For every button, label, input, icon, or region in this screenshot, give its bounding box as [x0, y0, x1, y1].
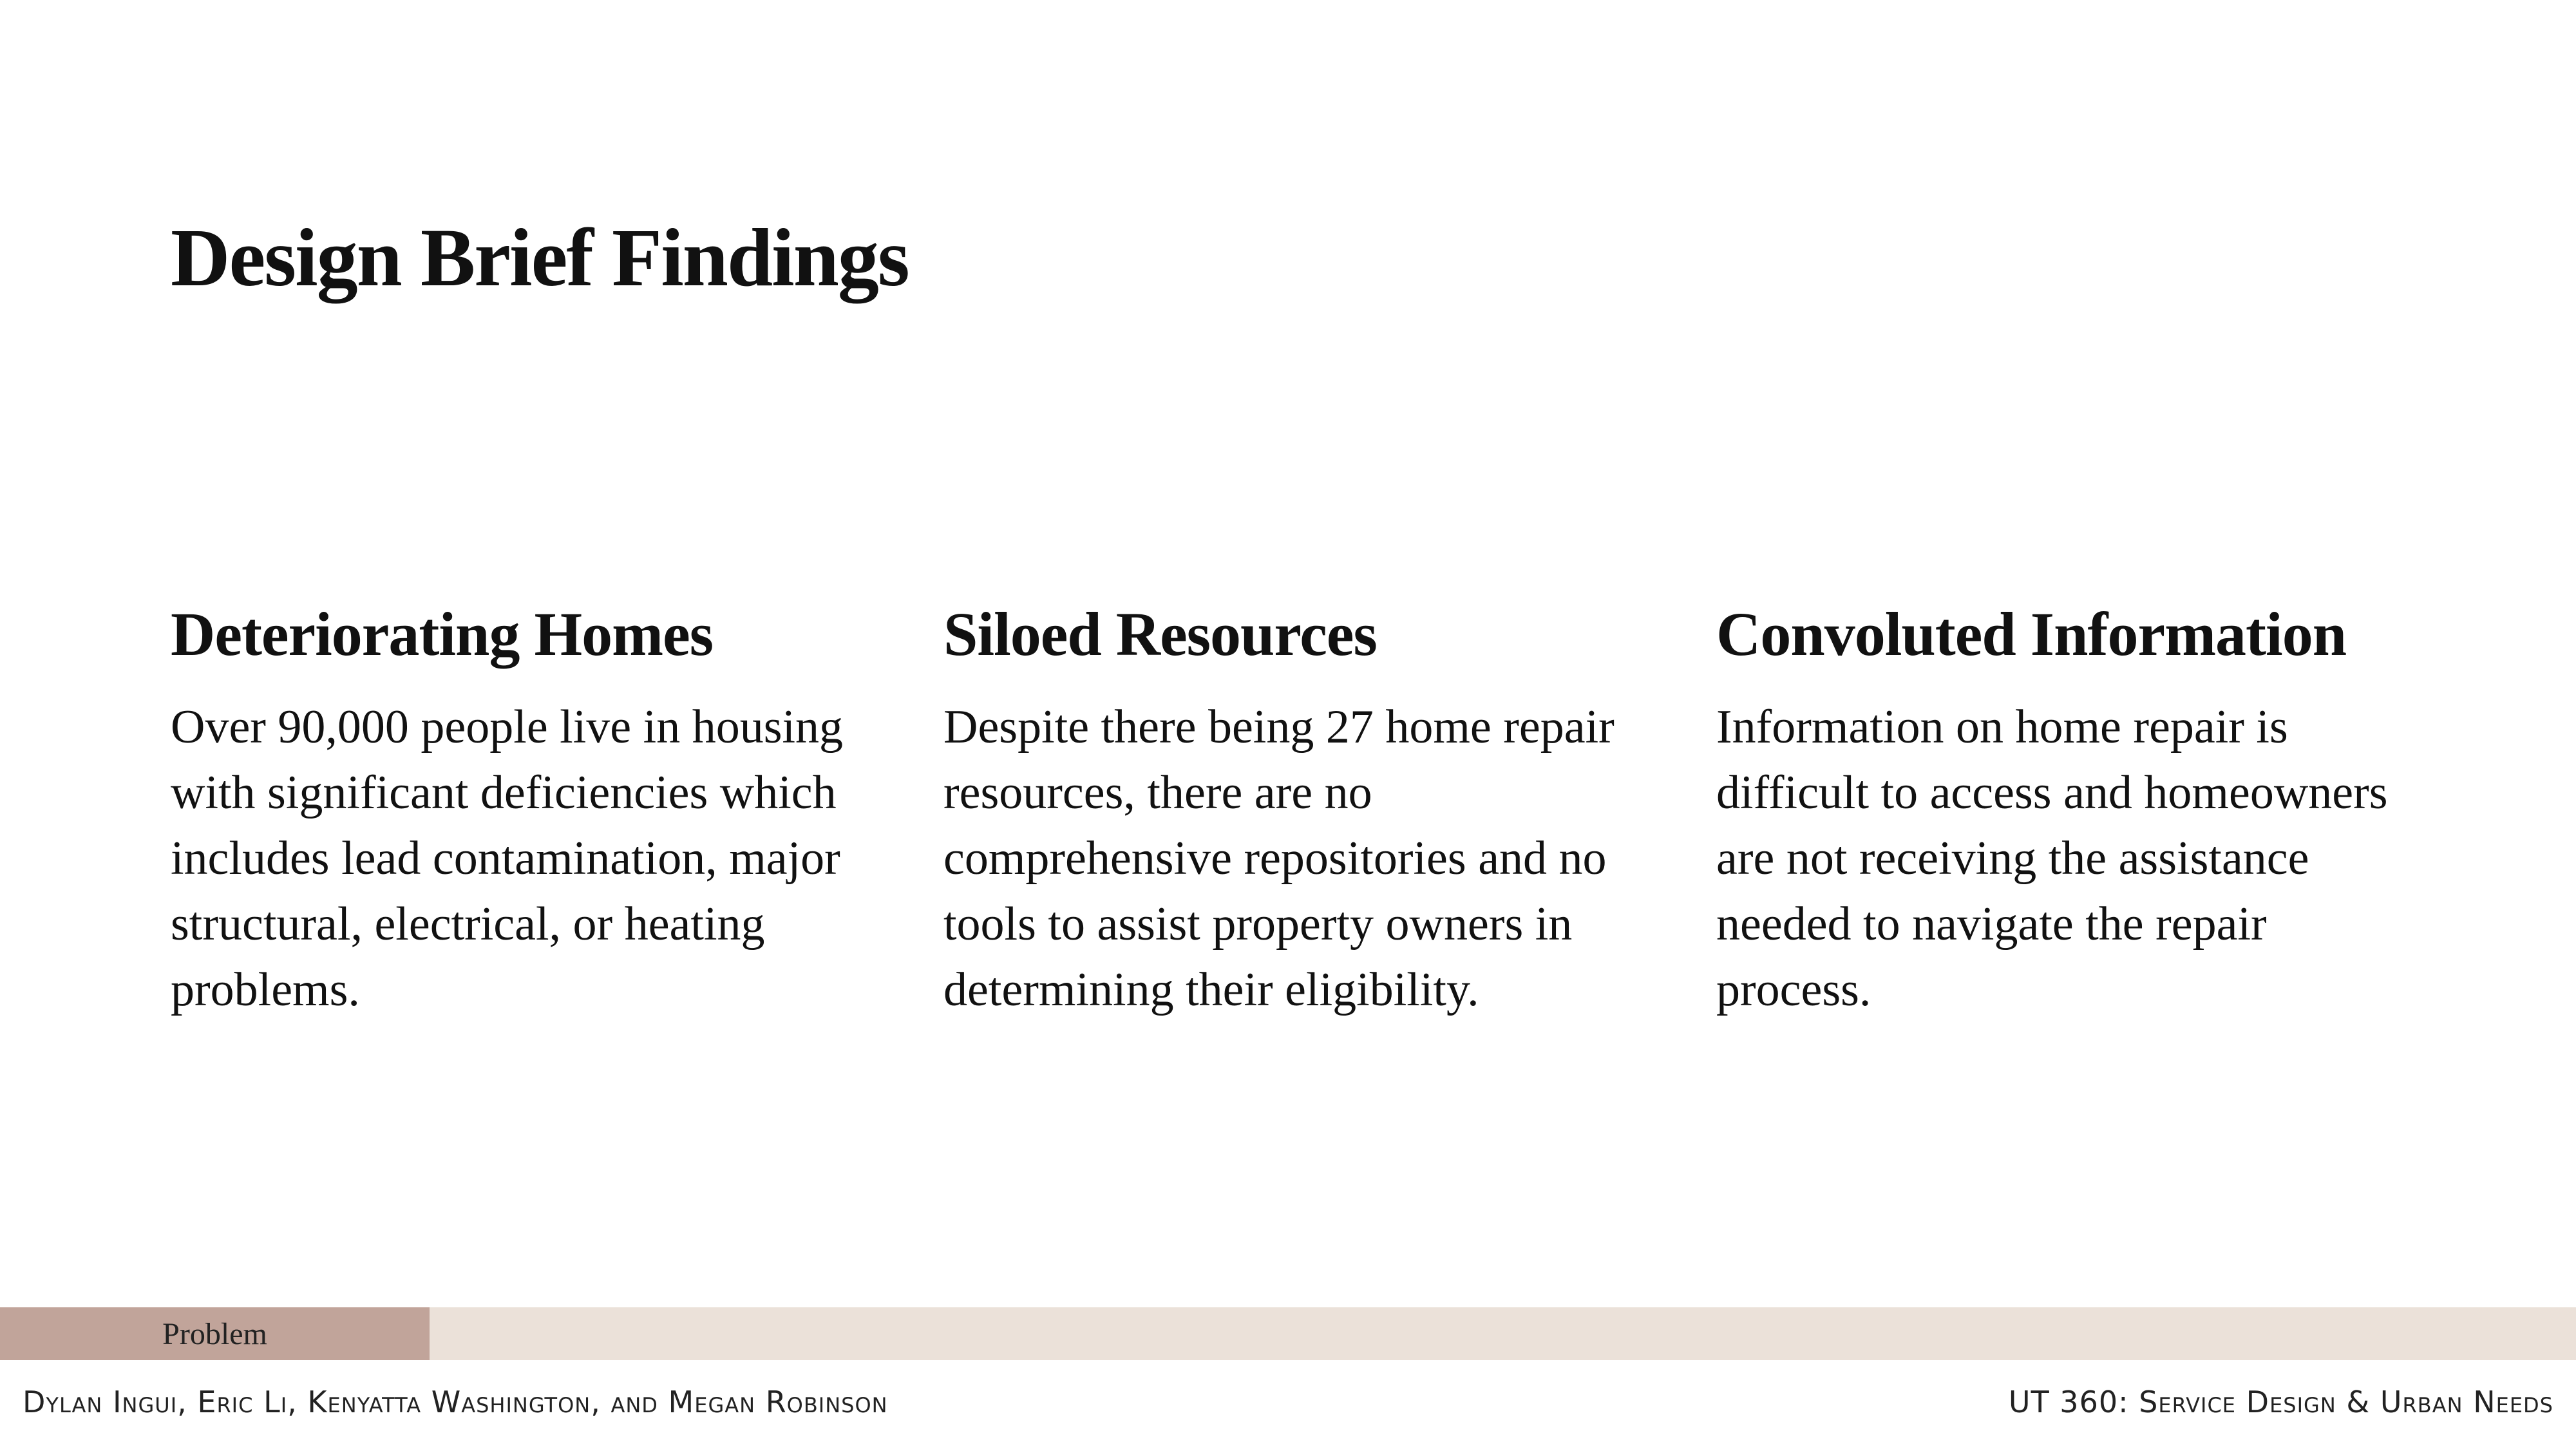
- slide-title: Design Brief Findings: [171, 212, 909, 303]
- finding-body: Despite there being 27 home repair resources, there are no comprehensive repositories and no tools to assist property owners in determining their eligibility.: [943, 701, 1615, 1017]
- section-progress-active: [0, 1307, 430, 1360]
- finding-heading: Deteriorating Homes: [171, 600, 714, 668]
- finding-heading: Siloed Resources: [943, 600, 1377, 668]
- finding-convoluted-information: [1716, 599, 2396, 1023]
- footer-course: UT 360: Service Design & Urban Needs: [2008, 1385, 2553, 1419]
- finding-siloed-resources: [943, 599, 1623, 1023]
- finding-body: Information on home repair is difficult to access and homeowners are not receiving the assistance needed to navigate the repair process.: [1716, 701, 2388, 1017]
- finding-deteriorating-homes: [171, 599, 850, 1023]
- finding-heading: Convoluted Information: [1716, 600, 2347, 668]
- section-label: Problem: [162, 1316, 267, 1351]
- findings-columns: [171, 599, 2463, 1023]
- footer-authors: Dylan Ingui, Eric Li, Kenyatta Washington, and Megan Robinson: [23, 1385, 888, 1419]
- section-progress-bar: [0, 1307, 2576, 1360]
- finding-body: Over 90,000 people live in housing with significant deficiencies which includes lead contamination, major structural, electrical, or heating problems.: [171, 701, 844, 1017]
